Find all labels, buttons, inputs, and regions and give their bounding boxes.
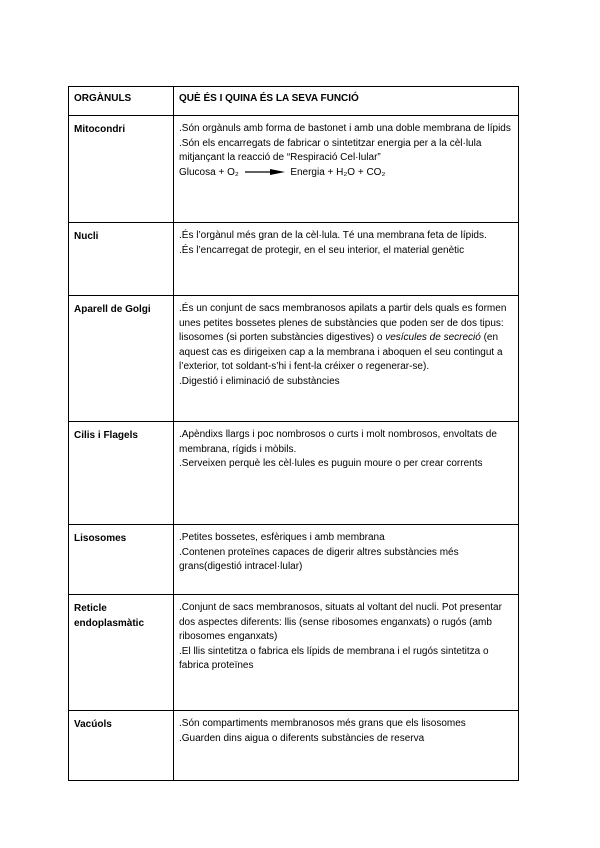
organelle-name: Nucli (69, 223, 174, 296)
table-row (69, 116, 519, 223)
organelle-description (174, 296, 519, 422)
organelle-description (174, 116, 519, 223)
table-row (69, 525, 519, 595)
description-line: .Són compartiments membranosos més grans que els lisosomes (179, 718, 466, 729)
organelle-description (174, 595, 519, 711)
equation-left: Glucosa + O₂ (179, 166, 239, 178)
organelle-name: Lisosomes (69, 525, 174, 595)
header-organuls: ORGÀNULS (69, 87, 174, 116)
description-line: .Conjunt de sacs membranosos, situats al voltant del nucli. Pot presentar dos aspectes diferents: llis (sense ribosomes enganxats) o rugós (amb ribosomes enganxats) (179, 602, 502, 642)
description-text: .És un conjunt de sacs membranosos apilats a partir dels quals es formen unes petites bossetes plenes de substàncies que poden ser de dos tipus: lisosomes (si porten substàncies digestives) o (179, 303, 507, 343)
header-funcio: QUÈ ÉS I QUINA ÉS LA SEVA FUNCIÓ (174, 87, 519, 116)
reaction-equation (179, 166, 513, 181)
table-row (69, 595, 519, 711)
description-line: .El llis sintetitza o fabrica els lípids de membrana i el rugós sintetitza o fabrica proteïnes (179, 645, 489, 671)
equation-right: Energia + H₂O + CO₂ (290, 166, 386, 178)
description-line: .Digestió i eliminació de substàncies (179, 375, 340, 387)
organelles-table (68, 86, 519, 781)
table-row (69, 223, 519, 296)
organelle-description (174, 223, 519, 296)
description-text: (en aquest cas es dirigeixen cap a la membrana i aboquen el seu contingut a l’exterior, tot soldant-s’hi i fent-la créixer o regenerar-se). (179, 332, 503, 372)
description-line (179, 302, 513, 375)
organelle-name: Vacúols (69, 711, 174, 781)
description-line: .Petites bossetes, esfèriques i amb membrana (179, 532, 385, 543)
organelle-name: Aparell de Golgi (69, 296, 174, 422)
description-line: .Apèndixs llargs i poc nombrosos o curts i molt nombrosos, envoltats de membrana, rígids i mòbils. (179, 429, 497, 455)
organelle-description (174, 422, 519, 525)
description-line: .Guarden dins aigua o diferents substàncies de reserva (179, 732, 425, 744)
table-row (69, 422, 519, 525)
organelle-name: Cilis i Flagels (69, 422, 174, 525)
italic-term: vesícules de secreció (385, 332, 481, 343)
organelle-description (174, 711, 519, 781)
description-line: .És l’encarregat de protegir, en el seu interior, el material genètic (179, 244, 465, 256)
table-row (69, 296, 519, 422)
description-line: .Són orgànuls amb forma de bastonet i amb una doble membrana de lípids (179, 123, 511, 134)
description-line: .És l’orgànul més gran de la cèl·lula. Té una membrana feta de lípids. (179, 230, 487, 241)
organelle-name: Reticle endoplasmàtic (69, 595, 174, 711)
organelle-description (174, 525, 519, 595)
description-line: .Són els encarregats de fabricar o sintetitzar energia per a la cèl·lula mitjançant la reacció de “Respiració Cel·lular” (179, 137, 482, 163)
description-line: .Contenen proteïnes capaces de digerir altres substàncies més grans(digestió intracel·lular) (179, 546, 459, 572)
description-line: .Serveixen perquè les cèl·lules es puguin moure o per crear corrents (179, 458, 483, 469)
table-row (69, 711, 519, 781)
table-header-row (69, 87, 519, 116)
arrow-right-icon (244, 168, 286, 176)
organelle-name: Mitocondri (69, 116, 174, 223)
